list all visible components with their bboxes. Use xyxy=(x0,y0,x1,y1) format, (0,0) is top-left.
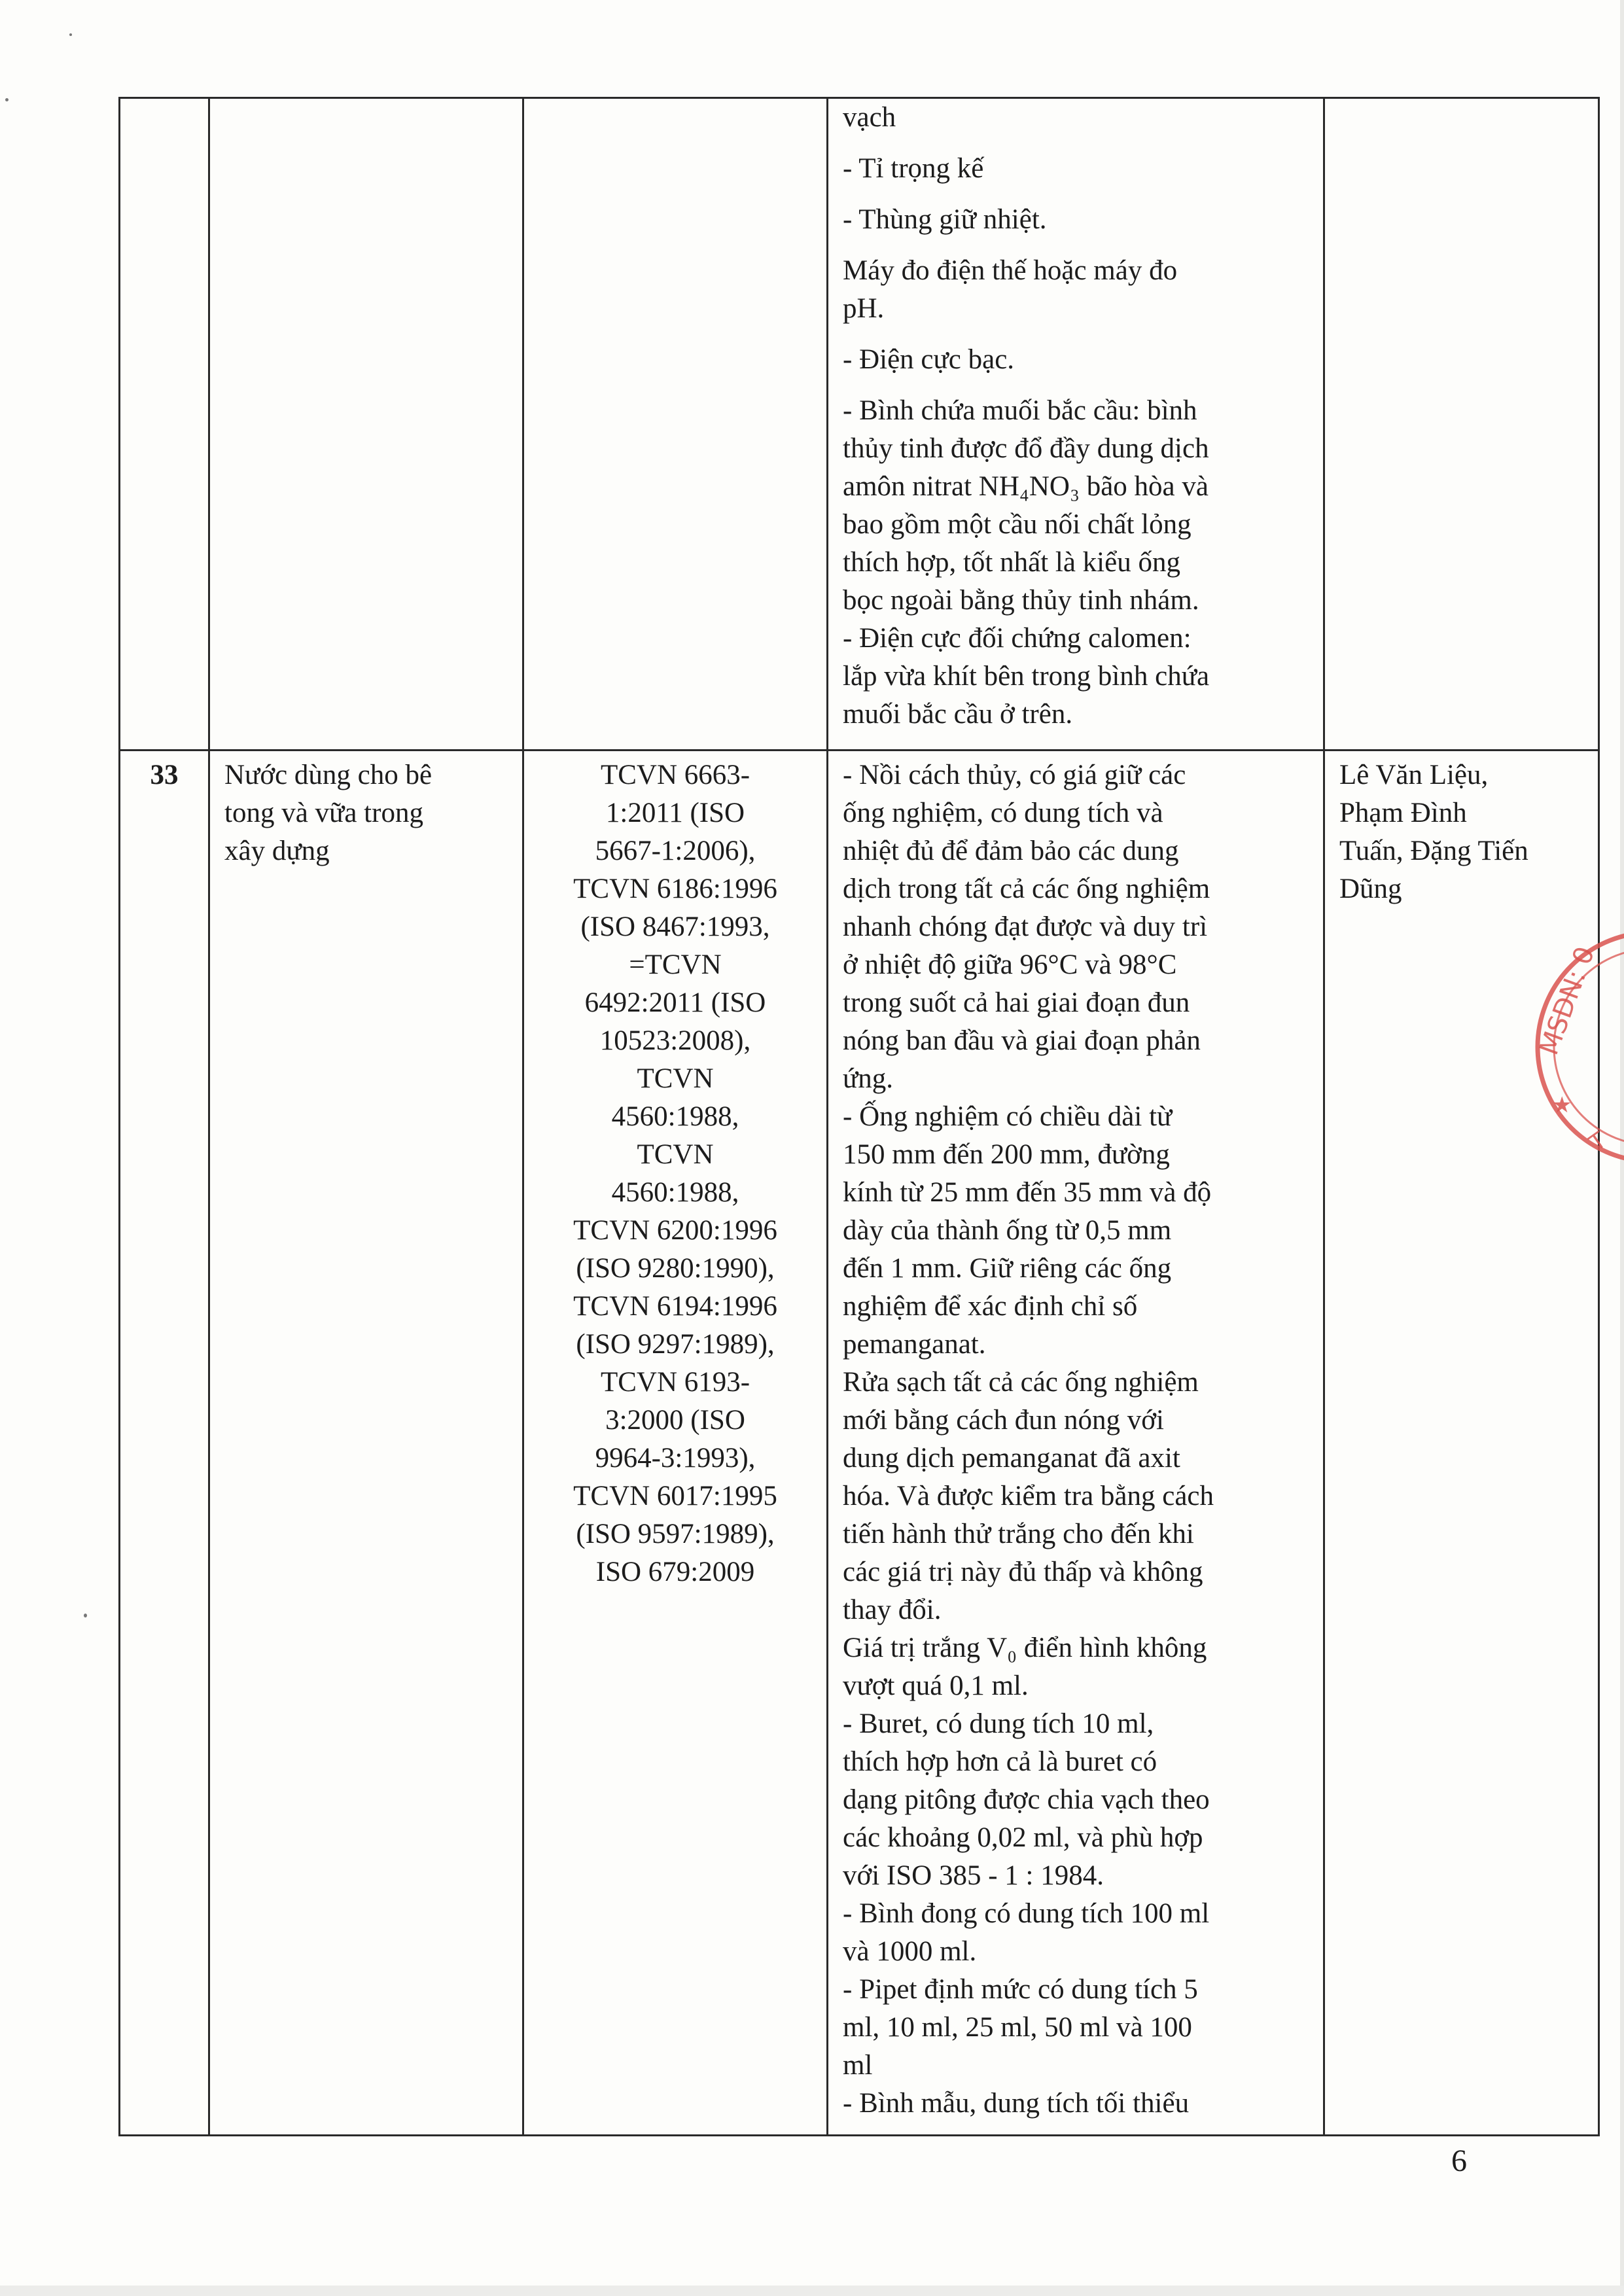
svg-text:★: ★ xyxy=(1552,1092,1572,1118)
svg-text:MSDN: 0: MSDN: 0 xyxy=(1534,942,1601,1059)
text-line: - Bình mẫu, dung tích tối thiểu xyxy=(843,2088,1190,2119)
text-line: (ISO 9297:1989), xyxy=(576,1329,775,1360)
text-line: TCVN 6193- xyxy=(600,1367,750,1398)
cell-standards xyxy=(523,751,828,2136)
text-line: và 1000 ml. xyxy=(843,1936,977,1967)
cell-equipment xyxy=(828,751,1324,2136)
text-line: nhanh chóng đạt được và duy trì xyxy=(843,911,1208,942)
text-line: ISO 679:2009 xyxy=(595,1557,755,1587)
text-line: Giá trị trắng V₀ điển hình không xyxy=(843,1633,1207,1663)
text-line: trong suốt cả hai giai đoạn đun xyxy=(843,987,1190,1018)
sample-name-text xyxy=(224,756,508,870)
text-line: 1:2011 (ISO xyxy=(605,798,745,828)
text-line: nóng ban đầu và giai đoạn phản xyxy=(843,1025,1201,1056)
text-line: pH. xyxy=(843,293,885,324)
cell-name xyxy=(209,98,523,751)
text-line: TCVN 6186:1996 xyxy=(573,874,777,904)
text-line: - Tỉ trọng kế xyxy=(843,153,984,184)
text-line: Lê Văn Liệu, xyxy=(1339,760,1489,790)
text-line: kính từ 25 mm đến 35 mm và độ xyxy=(843,1177,1212,1208)
page-edge-bottom xyxy=(0,2286,1624,2296)
text-line: tiến hành thử trắng cho đến khi xyxy=(843,1519,1194,1549)
text-line: dạng pitông được chia vạch theo xyxy=(843,1784,1210,1815)
text-line: thích hợp hơn cả là buret có xyxy=(843,1746,1157,1777)
text-line: TCVN xyxy=(637,1063,714,1094)
text-line: - Bình chứa muối bắc cầu: bình xyxy=(843,395,1197,426)
text-line: Dũng xyxy=(1339,874,1402,904)
text-line: nghiệm để xác định chỉ số xyxy=(843,1291,1138,1322)
text-line: muối bắc cầu ở trên. xyxy=(843,699,1073,730)
text-line: ứng. xyxy=(843,1063,894,1094)
text-line: Phạm Đình xyxy=(1339,798,1467,828)
equipment-paragraph xyxy=(843,252,1306,328)
text-line: các giá trị này đủ thấp và không xyxy=(843,1557,1203,1587)
text-line: thích hợp, tốt nhất là kiểu ống xyxy=(843,547,1180,578)
equipment-paragraph xyxy=(843,150,1306,188)
svg-text:T: T xyxy=(1585,1127,1612,1157)
table-row xyxy=(120,751,1599,2136)
text-line: ở nhiệt độ giữa 96°C và 98°C xyxy=(843,949,1177,980)
text-line: 9964-3:1993), xyxy=(595,1443,756,1474)
table-row xyxy=(120,98,1599,751)
text-line: xây dựng xyxy=(224,836,330,866)
text-line: vượt quá 0,1 ml. xyxy=(843,1670,1029,1701)
text-line: Nước dùng cho bê xyxy=(224,760,432,790)
text-line: mới bằng cách đun nóng với xyxy=(843,1405,1164,1436)
equipment-paragraph xyxy=(843,99,1306,137)
text-line: Máy đo điện thế hoặc máy đo xyxy=(843,255,1178,286)
text-line: - Bình đong có dung tích 100 ml xyxy=(843,1898,1210,1929)
text-line: - Thùng giữ nhiệt. xyxy=(843,204,1047,235)
text-line: ống nghiệm, có dung tích và xyxy=(843,798,1163,828)
text-line: lắp vừa khít bên trong bình chứa xyxy=(843,661,1210,692)
equipment-paragraph xyxy=(843,201,1306,239)
text-line: pemanganat. xyxy=(843,1329,986,1360)
text-line: amôn nitrat NH₄NO₃ bão hòa và xyxy=(843,471,1209,502)
equipment-text xyxy=(843,99,1306,733)
equipment-text xyxy=(843,756,1306,2123)
text-line: 10523:2008), xyxy=(599,1025,751,1056)
text-line: - Pipet định mức có dung tích 5 xyxy=(843,1974,1198,2005)
text-line: 4560:1988, xyxy=(611,1177,739,1208)
text-line: Tuấn, Đặng Tiến xyxy=(1339,836,1528,866)
text-line: tong và vữa trong xyxy=(224,798,423,828)
text-line: TCVN 6194:1996 xyxy=(573,1291,777,1322)
text-line: (ISO 8467:1993, xyxy=(580,911,770,942)
text-line: - Ống nghiệm có chiều dài từ xyxy=(843,1101,1173,1132)
text-line: dày của thành ống từ 0,5 mm xyxy=(843,1215,1172,1246)
equipment-paragraph xyxy=(843,392,1306,733)
text-line: nhiệt đủ để đảm bảo các dung xyxy=(843,836,1179,866)
text-line: TCVN 6663- xyxy=(600,760,750,790)
text-line: thay đổi. xyxy=(843,1595,942,1625)
scan-speck xyxy=(5,98,9,101)
text-line: Rửa sạch tất cả các ống nghiệm xyxy=(843,1367,1199,1398)
equipment-paragraph xyxy=(843,341,1306,379)
text-line: 6492:2011 (ISO xyxy=(584,987,766,1018)
text-line: =TCVN xyxy=(629,949,722,980)
red-seal-stamp xyxy=(1518,916,1624,1178)
scan-speck xyxy=(84,1614,87,1617)
text-line: vạch xyxy=(843,102,896,133)
cell-stt xyxy=(120,98,209,751)
text-line: TCVN xyxy=(637,1139,714,1170)
cell-name xyxy=(209,751,523,2136)
scan-speck xyxy=(69,33,72,36)
cell-stt: 33 xyxy=(120,751,209,2136)
text-line: dung dịch pemanganat đã axit xyxy=(843,1443,1180,1474)
text-line: - Buret, có dung tích 10 ml, xyxy=(843,1708,1154,1739)
text-line: - Điện cực đối chứng calomen: xyxy=(843,623,1192,654)
text-line: với ISO 385 - 1 : 1984. xyxy=(843,1860,1104,1891)
text-line: ml, 10 ml, 25 ml, 50 ml và 100 xyxy=(843,2012,1192,2043)
text-line: TCVN 6200:1996 xyxy=(573,1215,777,1246)
text-line: TCVN 6017:1995 xyxy=(573,1481,777,1511)
standards-text xyxy=(535,756,816,1591)
cell-persons xyxy=(1324,98,1599,751)
text-line: đến 1 mm. Giữ riêng các ống xyxy=(843,1253,1172,1284)
equipment-table xyxy=(118,97,1600,2136)
text-line: dịch trong tất cả các ống nghiệm xyxy=(843,874,1210,904)
text-line: - Nồi cách thủy, có giá giữ các xyxy=(843,760,1186,790)
page-number: 6 xyxy=(1451,2144,1467,2178)
text-line: bao gồm một cầu nối chất lỏng xyxy=(843,509,1192,540)
text-line: 150 mm đến 200 mm, đường xyxy=(843,1139,1170,1170)
persons-text xyxy=(1339,756,1589,908)
text-line: - Điện cực bạc. xyxy=(843,344,1015,375)
text-line: hóa. Và được kiểm tra bằng cách xyxy=(843,1481,1214,1511)
cell-standards xyxy=(523,98,828,751)
text-line: bọc ngoài bằng thủy tinh nhám. xyxy=(843,585,1199,616)
text-line: (ISO 9597:1989), xyxy=(576,1519,775,1549)
text-line: 4560:1988, xyxy=(611,1101,739,1132)
text-line: 3:2000 (ISO xyxy=(605,1405,745,1436)
text-line: 5667-1:2006), xyxy=(595,836,756,866)
text-line: (ISO 9280:1990), xyxy=(576,1253,775,1284)
text-line: ml xyxy=(843,2050,873,2081)
text-line: thủy tinh được đổ đầy dung dịch xyxy=(843,433,1209,464)
text-line: các khoảng 0,02 ml, và phù hợp xyxy=(843,1822,1203,1853)
cell-equipment xyxy=(828,98,1324,751)
